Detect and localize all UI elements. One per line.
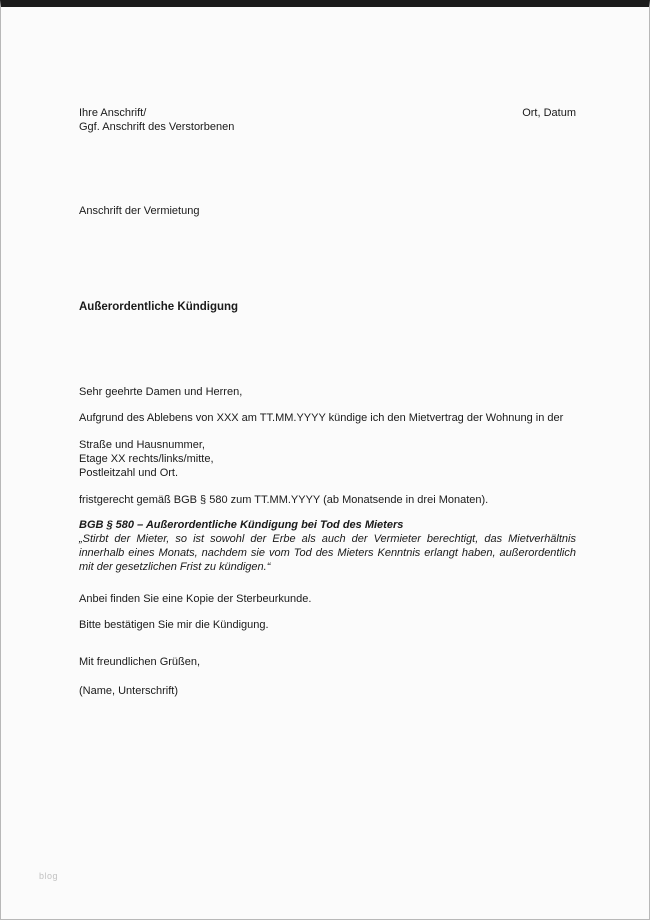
- apartment-address-line-1: Straße und Hausnummer,: [79, 439, 205, 451]
- law-citation-block: [79, 518, 576, 574]
- law-citation-quote: „Stirbt der Mieter, so ist sowohl der Erbe als auch der Vermieter berechtigt, das Mietverhältnis innerhalb eines Monats, nachdem sie vom Tod des Mieters Kenntnis erlangt haben, außerordentlich mit der gesetzlichen Frist zu kündigen.“: [79, 533, 576, 573]
- salutation: Sehr geehrte Damen und Herren,: [79, 386, 243, 398]
- letter-body: [79, 7, 576, 698]
- paragraph-attachment: Anbei finden Sie eine Kopie der Sterbeurkunde.: [79, 593, 312, 605]
- sender-address-line-1: Ihre Anschrift/: [79, 107, 147, 119]
- paragraph-deadline: fristgerecht gemäß BGB § 580 zum TT.MM.YYYY (ab Monatsende in drei Monaten).: [79, 494, 489, 506]
- letter-header: [79, 106, 576, 134]
- apartment-address-line-2: Etage XX rechts/links/mitte,: [79, 453, 214, 465]
- paragraph-reason: Aufgrund des Ablebens von XXX am TT.MM.YYYY kündige ich den Mietvertrag der Wohnung in der: [79, 412, 564, 424]
- subject-line: Außerordentliche Kündigung: [79, 301, 239, 313]
- law-citation-heading: BGB § 580 – Außerordentliche Kündigung bei Tod des Mieters: [79, 519, 404, 531]
- watermark-text: blog: [39, 871, 59, 881]
- closing-line: Mit freundlichen Grüßen,: [79, 656, 201, 668]
- sender-address-line-2: Ggf. Anschrift des Verstorbenen: [79, 121, 235, 133]
- recipient-address-line: Anschrift der Vermietung: [79, 205, 200, 217]
- signature-line: (Name, Unterschrift): [79, 685, 179, 697]
- paragraph-confirmation-request: Bitte bestätigen Sie mir die Kündigung.: [79, 619, 269, 631]
- sender-address-block: [79, 106, 234, 134]
- place-date-line: Ort, Datum: [522, 107, 576, 119]
- apartment-address-line-3: Postleitzahl und Ort.: [79, 467, 179, 479]
- apartment-address-block: [79, 438, 576, 480]
